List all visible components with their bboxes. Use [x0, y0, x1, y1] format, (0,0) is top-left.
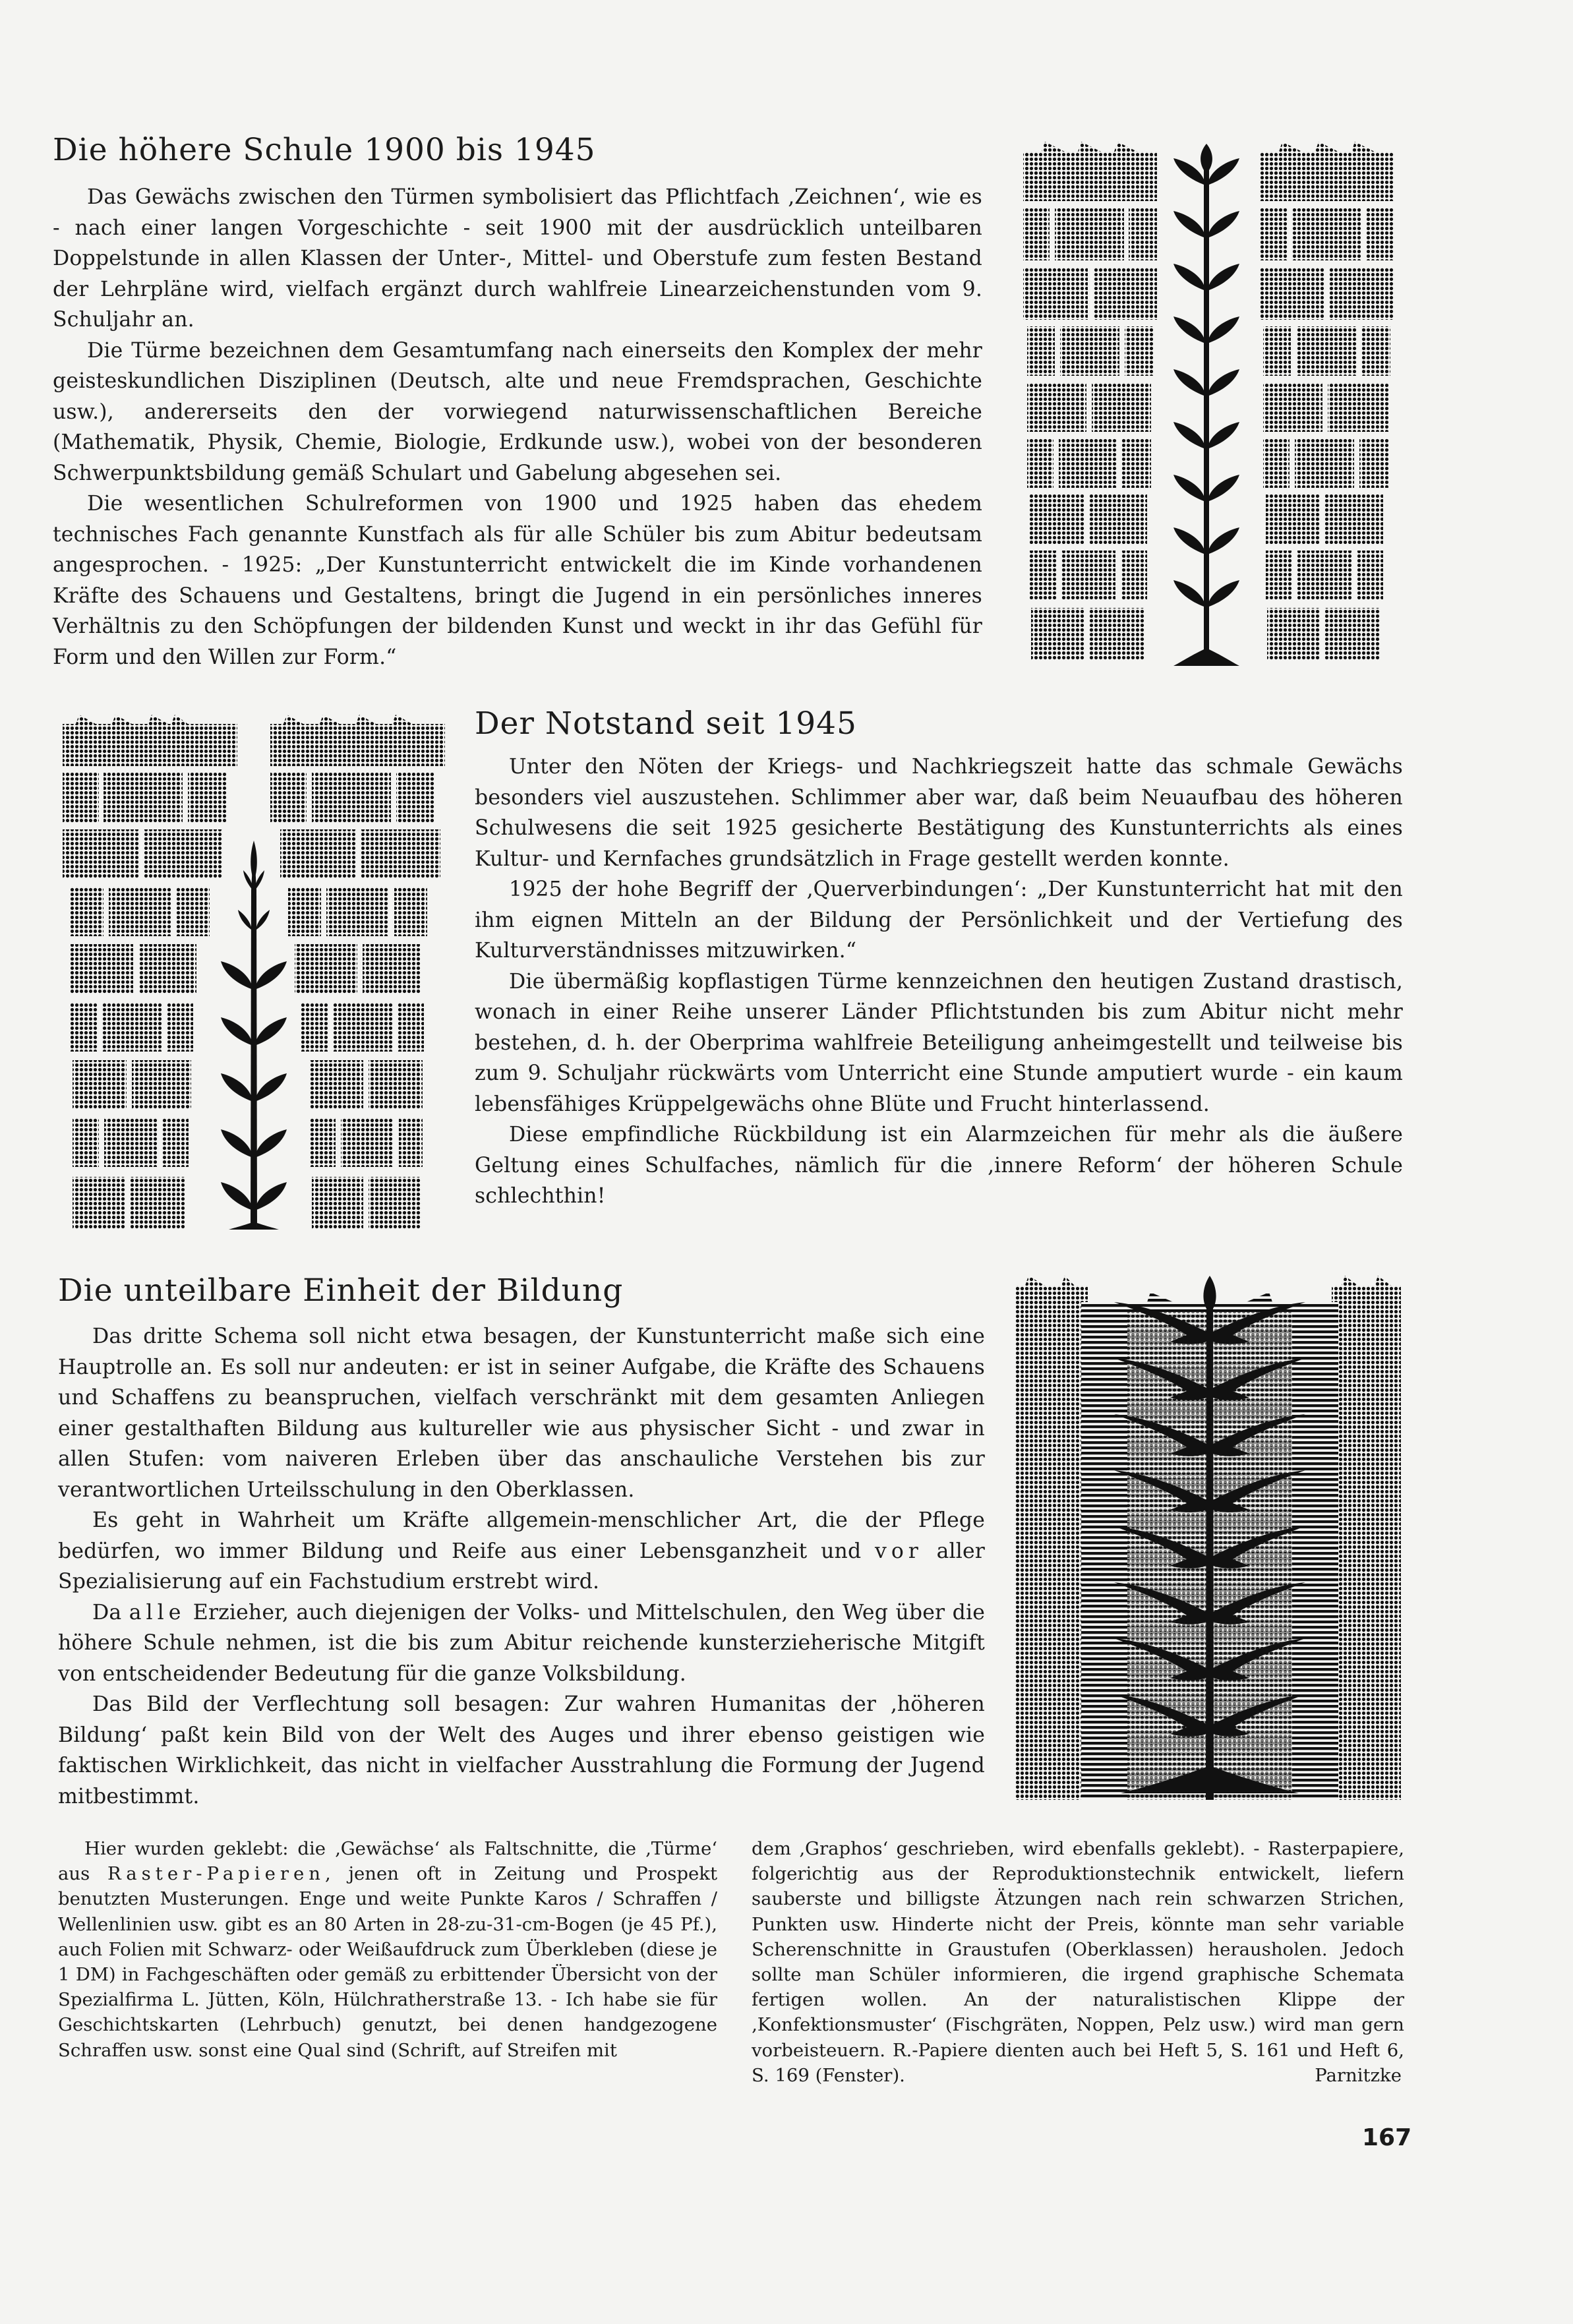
figure-unity-tree	[1015, 1272, 1404, 1806]
paragraph: Diese empfindliche Rückbildung ist ein Alarmzeichen für mehr als die äußere Geltung eines Schulfaches, nämlich für die ‚innere Reform‘ der höheren Schule schlechthin!	[475, 1123, 1403, 1208]
footnote-left	[58, 1836, 717, 2063]
paragraph: Das Gewächs zwischen den Türmen symbolisiert das Pflichtfach ‚Zeichnen‘, wie es - nach einer langen Vorgeschichte - seit 1900 mit der ausdrücklich unteilbaren Doppelstunde in allen Klassen der Unter-, Mittel- und Oberstufe zum festen Bestand der Lehrpläne wird, vielfach ergänzt durch wahlfreie Linearzeichenstunden vom 9. Schuljahr an.	[53, 185, 982, 332]
text-run: Erzieher, auch diejenigen der Volks- und Mittelschulen, den Weg über die höhere Schule nehmen, ist die bis zum Abitur reichende kunsterzieherische Mitgift von entscheidender Bedeutung für die ganze Volksbildung.	[58, 1600, 985, 1686]
section3-text	[58, 1321, 985, 1812]
text-run: , jenen oft in Zeitung und Prospekt benutzten Musterungen. Enge und weite Punkte Karos / Schraffen / Wellenlinien usw. gibt es an 80 Arten in 28-zu-31-cm-Bogen (je 45 Pf.), auch Folien mit Schwarz- oder Weißaufdruck zum Überkleben (diese je 1 DM) in Fachgeschäften oder gemäß zu erbittender Übersicht von der Spezialfirma L. Jütten, Köln, Hülchratherstraße 13. - Ich habe sie für Geschichtskarten (Lehrbuch) genutzt, bei denen handgezogene Schraffen usw. sonst eine Qual sind (Schrift, auf Streifen mit	[58, 1863, 717, 2061]
footnote-paragraph	[752, 1836, 1404, 2088]
figure-towers-1900	[1015, 138, 1404, 676]
footnote-paragraph	[58, 1836, 717, 2063]
figure-towers-1945	[56, 712, 452, 1239]
page-number: 167	[1362, 2124, 1412, 2151]
text-run: Hier wurden geklebt: die ‚Gewächse‘ als Faltschnitte, die ‚Türme‘ aus	[58, 1838, 717, 1885]
paragraph: Das Bild der Verflechtung soll besagen: Zur wahren Humanitas der ‚höheren Bildung‘ paßt kein Bild von der Welt des Auges und ihrer ebenso geistigen wie faktischen Wirklichkeit, das nicht in vielfacher Ausstrahlung die Formung der Jugend mitbestimmt.	[58, 1692, 985, 1808]
section1-text	[53, 182, 982, 672]
paragraph: Die wesentlichen Schulreformen von 1900 und 1925 haben das ehedem technisches Fach genannte Kunstfach als für alle Schüler bis zum Abitur bedeutsam angesprochen. - 1925: „Der Kunstunterricht entwickelt die im Kinde vorhandenen Kräfte des Schauens und Gestaltens, bringt die Jugend in ein persönliches inneres Verhältnis zu den Schöpfungen der bildenden Kunst und weckt in ihr das Gefühl für Form und den Willen zur Form.“	[53, 492, 982, 669]
paragraph: Die Türme bezeichnen dem Gesamtumfang nach einerseits den Komplex der mehr geisteskundlichen Disziplinen (Deutsch, alte und neue Fremdsprachen, Geschichte usw.), andererseits den der vorwiegend naturwissenschaftlichen Bereiche (Mathematik, Physik, Chemie, Biologie, Erdkunde usw.), wobei von der besonderen Schwerpunktsbildung gemäß Schulart und Gabelung abgesehen sei.	[53, 338, 982, 485]
section1-title: Die höhere Schule 1900 bis 1945	[53, 132, 596, 168]
footnote-right	[752, 1836, 1404, 2088]
paragraph: Das dritte Schema soll nicht etwa besagen, der Kunstunterricht maße sich eine Hauptrolle an. Es soll nur andeuten: er ist in seiner Aufgabe, die Kräfte des Schauens und Schaffens zu beanspruchen, vielfach verschränkt mit dem gesamten Anliegen einer gestalthaften Bildung aus kultureller wie aus physischer Sicht - und zwar in allen Stufen: vom naiveren Erleben über das anschauliche Verstehen bis zur verantwortlichen Urteilsschulung in den Oberklassen.	[58, 1325, 985, 1502]
paragraph: Die übermäßig kopflastigen Türme kennzeichnen den heutigen Zustand drastisch, wonach in einer Reihe unserer Länder Pflichtstunden bis zum Abitur nicht mehr bestehen, d. h. der Oberprima wahlfreie Beteiligung anheimgestellt und teilweise bis zum 9. Schuljahr rückwärts vom Unterricht eine Stunde amputiert wurde - ein kaum lebensfähiges Krüppelgewächs ohne Blüte und Frucht hinterlassend.	[475, 969, 1403, 1116]
text-run: aller Spezialisierung auf ein Fachstudium erstrebt wird.	[58, 1539, 985, 1594]
author-signature: Parnitzke	[1315, 2064, 1402, 2086]
section3-title: Die unteilbare Einheit der Bildung	[58, 1272, 624, 1309]
emphasis-spaced: Raster-Papieren	[107, 1863, 326, 1885]
emphasis-spaced: alle	[129, 1600, 186, 1624]
section2-title: Der Notstand seit 1945	[475, 705, 857, 742]
text-run: Es geht in Wahrheit um Kräfte allgemein-menschlicher Art, die der Pflege bedürfen, wo immer Bildung und Reife aus einer Lebensganzheit und	[58, 1508, 985, 1563]
emphasis-spaced: vor	[875, 1539, 923, 1563]
paragraph	[58, 1597, 985, 1690]
paragraph: 1925 der hohe Begriff der ‚Querverbindungen‘: „Der Kunstunterricht hat mit den ihm eignen Mitteln an der Bildung der Persönlichkeit und der Vertiefung des Kulturverständnisses mitzuwirken.“	[475, 878, 1403, 963]
text-run: dem ‚Graphos‘ geschrieben, wird ebenfalls geklebt). - Rasterpapiere, folgerichtig aus der Reproduktionstechnik entwickelt, liefern sauberste und billigste Ätzungen nach rein schwarzen Strichen, Punkten usw. Hinderte nicht der Preis, könnte man sehr variable Scherenschnitte in Graustufen (Oberklassen) herausholen. Jedoch sollte man Schüler informieren, die irgend graphische Schemata fertigen wollen. An der naturalistischen Klippe der ‚Konfektionsmuster‘ (Fischgräten, Noppen, Pelz usw.) wird man gern vorbeisteuern. R.-Papiere dienten auch bei Heft 5, S. 161 und Heft 6, S. 169 (Fenster).	[752, 1838, 1404, 2086]
section2-text	[475, 752, 1403, 1212]
text-run: Da	[92, 1600, 129, 1624]
paragraph	[58, 1505, 985, 1597]
paragraph: Unter den Nöten der Kriegs- und Nachkriegszeit hatte das schmale Gewächs besonders viel auszustehen. Schlimmer aber war, daß beim Neuaufbau des höheren Schulwesens die seit 1925 gesicherte Bestätigung des Kunstunterrichts als eines Kultur- und Kernfaches grundsätzlich in Frage gestellt werden konnte.	[475, 755, 1403, 871]
